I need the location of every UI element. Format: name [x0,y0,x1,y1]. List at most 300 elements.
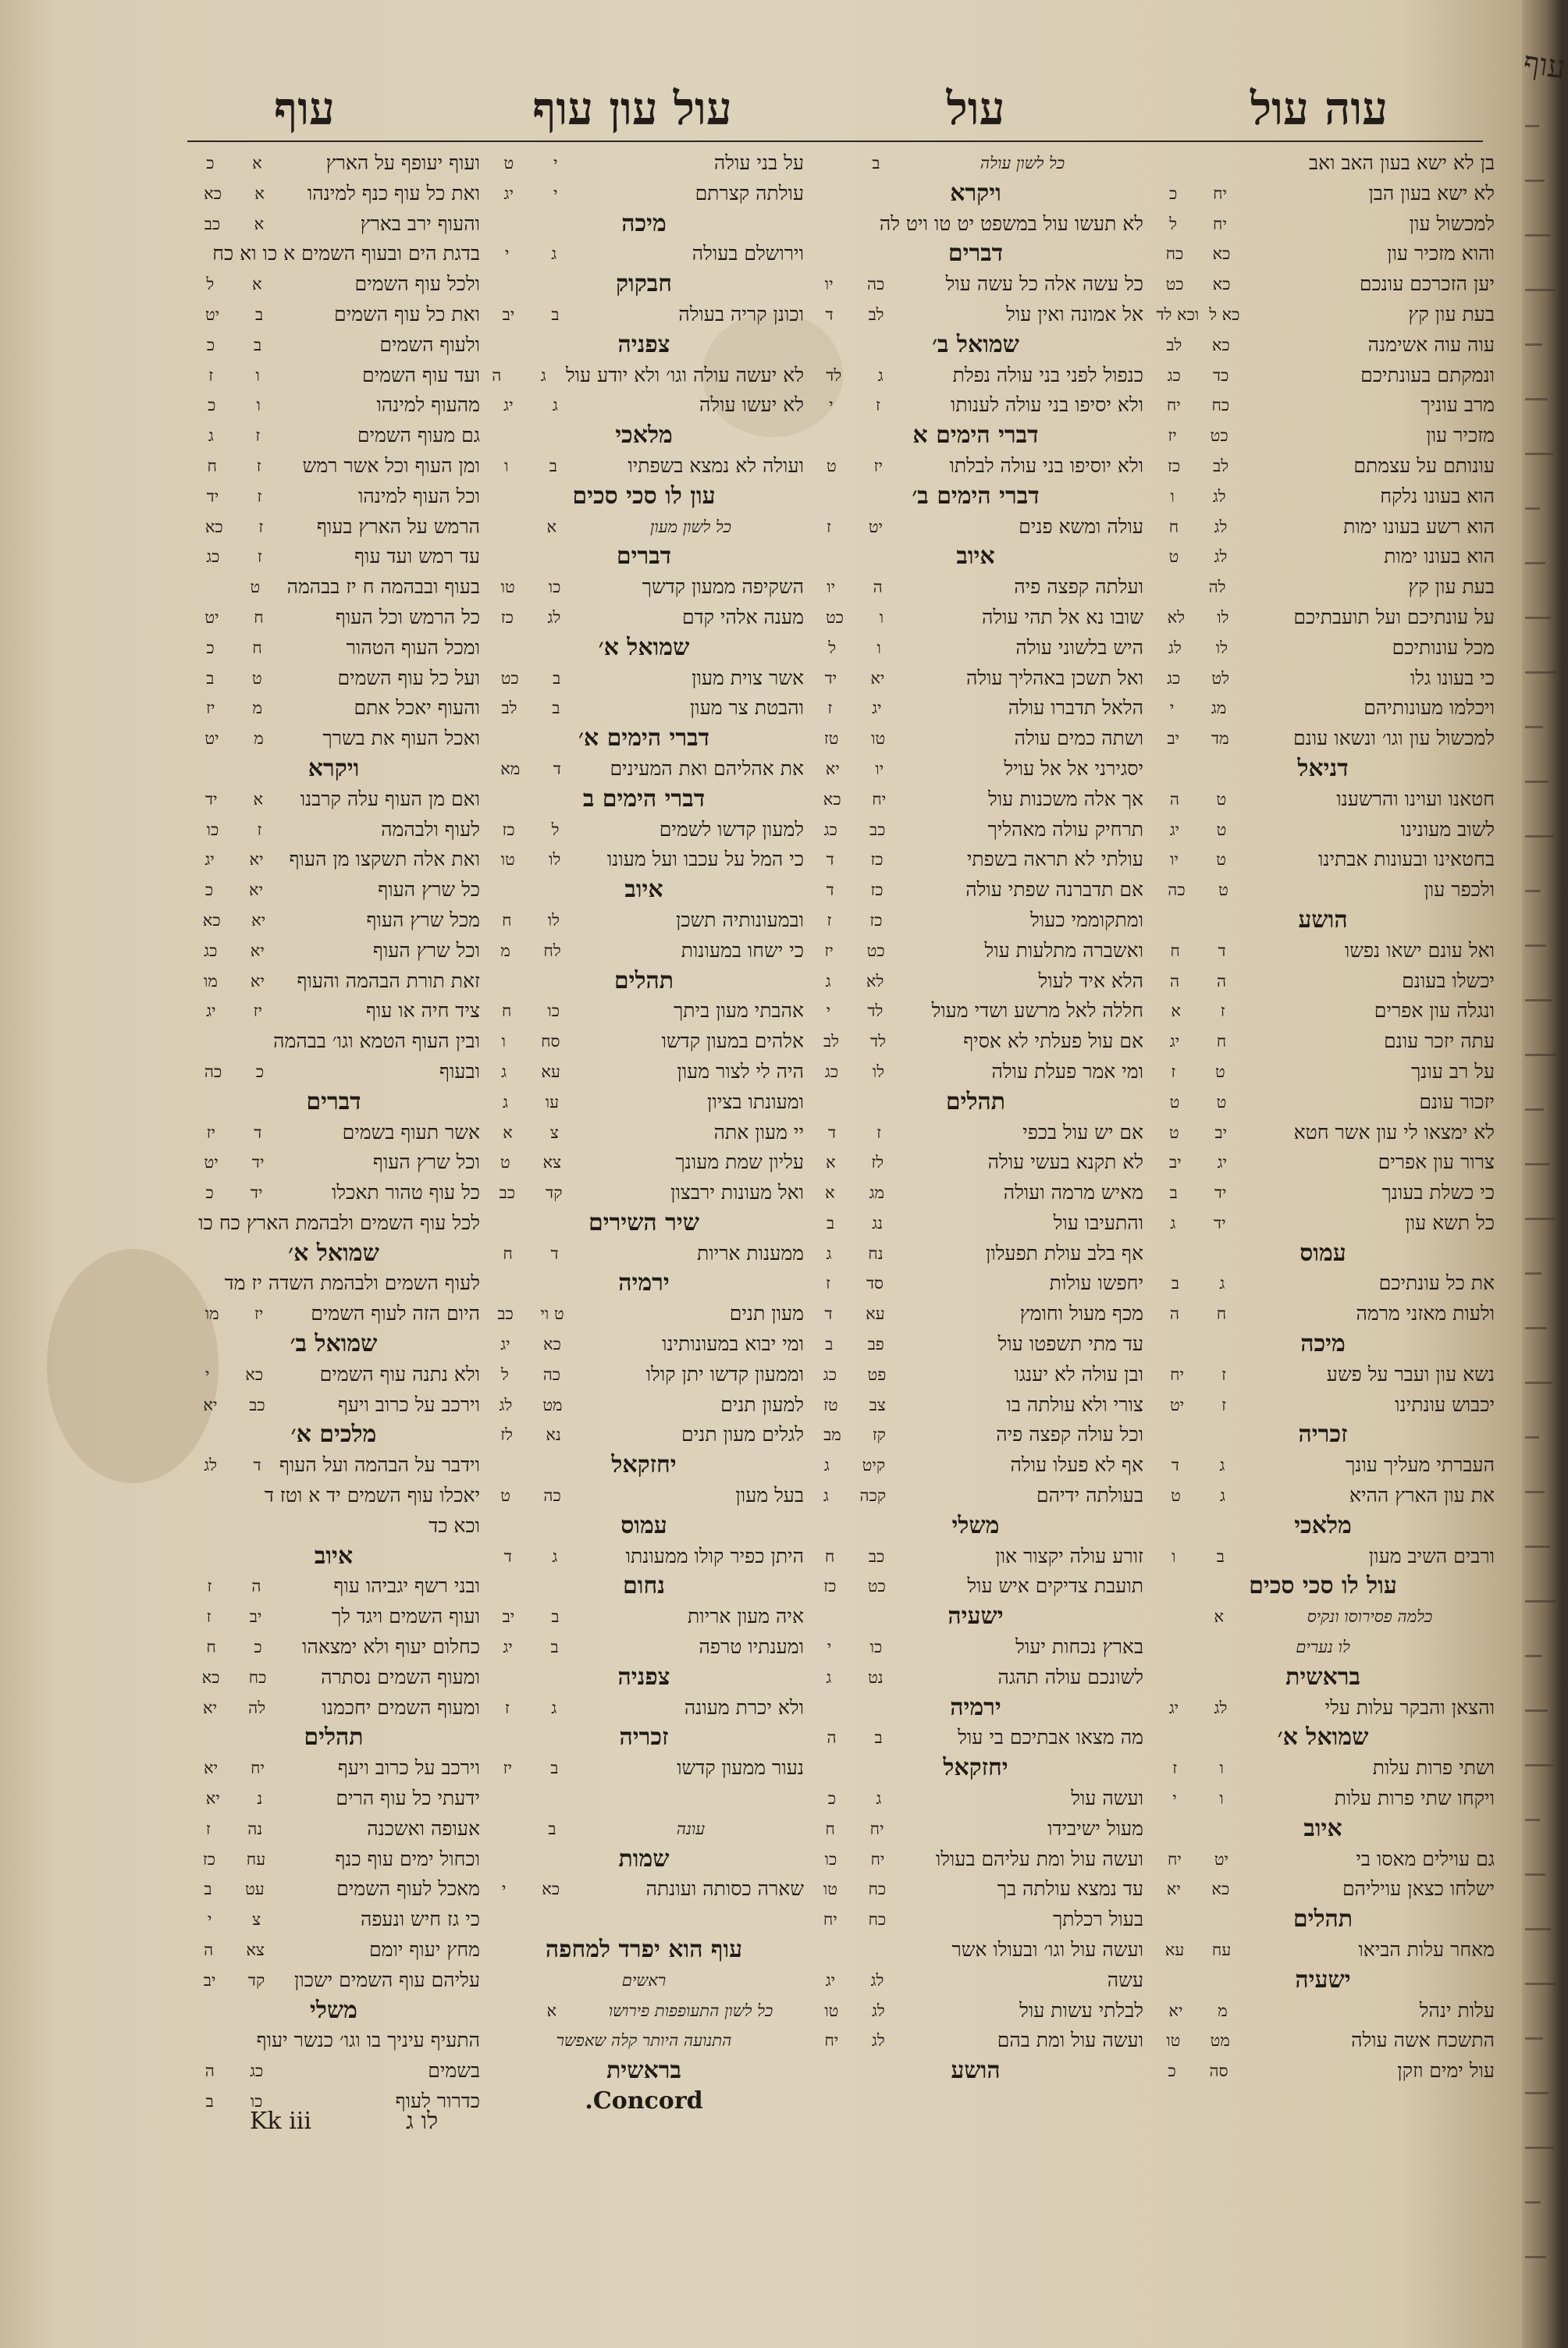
concordance-entry [808,784,1143,815]
entry-text: צפניה [617,330,670,358]
verse-reference [187,1299,281,1329]
entry-text: מזכיר עון [1426,424,1495,447]
chapter-number: לג [1214,517,1228,536]
verse-number: א [825,1183,835,1203]
concordance-entry [1151,1360,1495,1390]
concordance-entry [187,1299,480,1329]
entry-text: ועלתה קפצה פיה [1014,575,1143,599]
concordance-entry [484,451,804,482]
concordance-entry [808,875,1143,905]
verse-number: יא [1166,1880,1181,1899]
entry-text: ויקרא [308,754,360,782]
verse-number: א [1171,1001,1181,1021]
entry-text: עד רמש ועד עוף [354,545,480,568]
chapter-number: כו [250,2092,263,2111]
concordance-entry [1151,1390,1495,1421]
verse-reference [484,1087,578,1118]
verse-reference [484,1299,578,1329]
concordance-entry [808,1542,1143,1572]
concordance-entry [808,1390,1143,1421]
entry-text: ובעוף [439,1059,480,1083]
concordance-entry [1151,572,1495,603]
chapter-number: יא [250,971,265,991]
book-heading [187,1087,480,1118]
concordance-entry [187,1208,480,1239]
verse-reference [484,512,578,543]
chapter-number: כא [1212,275,1231,294]
verse-reference [484,1118,578,1148]
verse-reference [808,1542,901,1572]
verse-reference [484,1420,578,1450]
verse-number: יז [824,941,834,960]
concordance-entry [484,1905,804,1935]
chapter-number: לו [1217,607,1229,627]
entry-text: לעוף ולבהמה [381,817,480,841]
concordance-entry [1151,390,1495,421]
entry-text: מאיש מרמה ועולה [1003,1181,1143,1204]
edge-line [1525,1327,1547,1329]
verse-reference [1151,1087,1245,1118]
entry-text: בראשית [1285,1663,1360,1691]
verse-reference [187,724,281,754]
concordance-entry [1151,1450,1495,1481]
chapter-number: כב [869,820,886,839]
edge-line [1525,180,1545,182]
verse-reference [1151,1178,1245,1208]
entry-text: בעוף ובבהמה ח יז בבהמה [286,575,480,599]
verse-number: ז [1171,1062,1176,1081]
verse-reference [484,845,578,875]
verse-number: יג [503,1638,513,1657]
chapter-number: יא [870,668,885,688]
chapter-number: יא [249,850,264,870]
concordance-entry [187,1632,480,1663]
entry-text: בחטאינו ובעונות אבתינו [1317,848,1495,871]
entry-text: וכא כד [428,1514,480,1537]
entry-text: עשה [1107,1968,1143,1991]
edge-line [1525,562,1545,564]
entry-text: יאכלו עוף השמים יד א וטז ד [264,1484,480,1507]
chapter-number: כ [255,1062,265,1081]
entry-text: הוא בעונו נלקח [1380,484,1495,507]
verse-reference [808,148,901,179]
entry-text: אלהים במעון קדשו [661,1030,804,1053]
book-heading [484,482,804,512]
verse-number: לד [826,365,842,385]
concordance-entry [187,1966,480,1996]
verse-reference [187,663,281,694]
entry-text: עון לו סכי סכים [572,482,716,510]
verse-reference [808,390,901,421]
verse-number: יו [827,578,836,597]
entry-text: כי בעונו גלו [1410,666,1495,689]
concordance-entry [484,1784,804,1814]
verse-reference [808,451,901,482]
verse-number: יז [1168,426,1177,446]
verse-number: ט [1168,547,1179,567]
verse-reference [1151,1784,1245,1814]
concordance-entry [484,300,804,330]
concordance-entry [1151,1299,1495,1329]
chapter-number: לג [1214,1698,1228,1717]
verse-reference [808,1845,901,1875]
next-page-edge [1520,0,1568,2348]
edge-line [1525,1655,1542,1657]
chapter-number: לו [547,910,560,930]
chapter-number: כז [870,850,884,870]
book-heading [1151,1420,1495,1450]
verse-reference [187,603,281,633]
concordance-entry [484,996,804,1026]
verse-reference [484,300,578,330]
verse-number: ט [1169,1092,1180,1112]
concordance-entry [808,1874,1143,1905]
entry-text: צרור עון אפרים [1378,1151,1495,1174]
concordance-entry [1151,1935,1495,1966]
entry-text: דברים [306,1087,361,1115]
concordance-entry [1151,1542,1495,1572]
entry-text: איה מעון אריות [687,1605,804,1628]
chapter-number: נ [257,1789,263,1809]
entry-text: ישעיה [1295,1966,1351,1994]
verse-reference [484,1874,578,1905]
verse-number: וכא לד [1156,304,1200,324]
concordance-entry [187,1784,480,1814]
chapter-number: לג [871,2031,885,2051]
verse-number: כה [1168,880,1186,900]
concordance-entry [187,330,480,361]
chapter-number: כא ל [1209,304,1240,324]
concordance-entry [808,1239,1143,1269]
verse-number: י [501,1880,507,1899]
verse-number: יז [206,699,215,718]
entry-text: ולא יכרת מעונה [684,1695,804,1719]
entry-text: שמואל א׳ [1277,1724,1369,1752]
verse-number: יח [824,2031,839,2051]
entry-text: כל עשה אלה כל עשה עול [945,272,1143,296]
verse-number: ב [827,1213,835,1233]
concordance-entry [808,2026,1143,2056]
concordance-entry [484,179,804,209]
verse-number: ו [501,1032,506,1051]
verse-number: כ [204,880,214,900]
verse-reference [808,1874,901,1905]
book-heading [1151,1814,1495,1845]
concordance-entry [484,1420,804,1450]
verse-number: ח [825,1819,835,1838]
concordance-entry [187,1905,480,1935]
verse-reference [808,1390,901,1421]
entry-text: ואת אלה תשקצו מן העוף [289,848,480,871]
chapter-number: ג [551,1698,557,1717]
chapter-number: ו [255,365,260,385]
edge-line [1525,507,1540,510]
entry-text: מיכה [1300,1330,1346,1358]
verse-number: יו [1170,850,1179,870]
chapter-number: כו [547,1001,560,1021]
entry-text: היש בלשוני עולה [1015,635,1143,659]
verse-reference [808,784,901,815]
verse-number: י [829,396,834,415]
entry-text: ומכל העוף הטהור [346,635,480,659]
chapter-number: ז [257,547,262,567]
concordance-entry [187,1511,480,1542]
concordance-entry [1151,239,1495,269]
book-heading [187,1996,480,2026]
verse-number: ט [1168,1122,1179,1142]
book-heading [484,330,804,361]
entry-text: ואל עונם ישאו נפשו [1344,938,1495,962]
verse-reference [808,512,901,543]
entry-text: הוא רשע בעונו ימות [1343,514,1495,538]
verse-reference [187,996,281,1026]
verse-reference [484,179,578,209]
entry-text: כל עוף טהור תאכלו [332,1181,480,1204]
concordance-entry [484,1239,804,1269]
entry-text: עלות ינהל [1419,1998,1495,2022]
entry-text: בשמים [428,2059,480,2083]
chapter-number: ח [252,638,262,657]
book-heading [484,542,804,572]
concordance-column-1 [1151,148,1495,2154]
verse-reference [808,693,901,724]
chapter-number: לב [1213,456,1229,475]
verse-number: ל [828,638,837,657]
verse-number: כז [500,607,514,627]
verse-reference [484,693,578,724]
verse-number: יג [503,396,514,415]
verse-reference [484,1178,578,1208]
entry-text: שובו נא אל תהי עולה [982,605,1143,628]
concordance-entry [187,1178,480,1208]
concordance-entry [808,724,1143,754]
entry-text: ויקחו שתי פרות עלות [1334,1787,1495,1810]
verse-reference [484,1542,578,1572]
chapter-number: כט [867,1577,886,1596]
entry-text: לשונכם עולה תהגה [997,1665,1143,1688]
verse-number: כ [827,1789,836,1809]
verse-reference [484,1814,578,1845]
verse-number: ב [204,1880,212,1899]
entry-text: אם יש עול בכפי [1022,1120,1143,1144]
verse-number: יח [1167,1849,1182,1869]
concordance-entry [187,1147,480,1178]
concordance-entry [187,1360,480,1390]
verse-reference [484,390,578,421]
entry-text: זורע עולה יקצור און [995,1544,1143,1567]
verse-reference [484,451,578,482]
verse-number: כח [1165,244,1184,264]
verse-reference [187,269,281,300]
verse-reference [484,1239,578,1269]
concordance-entry [808,1784,1143,1814]
verse-number: ט [1171,1486,1181,1506]
entry-text: ועוף יעופף על הארץ [325,151,480,174]
entry-text: ועד עוף השמים [361,363,480,386]
edge-line [1525,1764,1553,1766]
chapter-number: ו [256,396,261,415]
chapter-number: כז [870,880,884,900]
concordance-entry [187,482,480,512]
concordance-entry [1151,1118,1495,1148]
chapter-number: לג [871,2001,885,2020]
concordance-entry [187,966,480,997]
verse-number: ה [204,2062,215,2081]
entry-text: הלא איד לעול [1038,969,1143,992]
entry-text: כי כשלת בעונך [1381,1181,1495,1204]
chapter-number: יט [868,517,884,536]
entry-text: אשר צוית מעון [692,666,804,689]
verse-number: לב [501,699,517,718]
chapter-number: לד [870,1032,886,1051]
verse-number: לא [1167,607,1186,627]
verse-number: ב [205,2092,214,2111]
edge-line [1525,726,1543,728]
book-heading [484,421,804,451]
entry-text: וכונן קריה בעולה [678,302,804,326]
verse-reference [187,1571,281,1602]
chapter-number: ט [1216,789,1227,809]
verse-number: ז [207,1577,212,1596]
verse-number: טז [823,729,839,749]
concordance-entry [1151,1481,1495,1511]
chapter-number: כה [542,1364,561,1384]
entry-text: ועולה לא נמצא בשפתיו [628,454,804,477]
concordance-entry [187,209,480,240]
entry-text: והוא מזכיר עון [1387,242,1495,265]
concordance-entry [187,875,480,905]
verse-number: ז [1172,1759,1178,1778]
entry-text: עד נמצא עולתה בך [997,1877,1143,1901]
chapter-number: לה [1208,578,1226,597]
entry-text: יחפשו עולות [1049,1272,1143,1295]
verse-number: י [204,1364,210,1384]
verse-number: ה [1169,789,1179,809]
edge-line [1525,1491,1545,1493]
chapter-number: כו [548,578,561,597]
chapter-number: לז [871,1153,884,1172]
concordance-entry [808,1057,1143,1087]
verse-reference [808,754,901,784]
concordance-entry [484,1087,804,1118]
entry-text: הושע [951,2057,1001,2085]
verse-number: ה [1169,1304,1179,1324]
entry-text: מכל שרץ העוף [366,908,480,931]
verse-reference [808,1057,901,1087]
verse-reference [1151,1057,1245,1087]
chapter-number: א [254,183,265,203]
verse-number: א [825,1153,836,1172]
chapter-number: כה [543,1486,561,1506]
entry-text: מהעוף למינהו [376,393,480,417]
verse-number: ח [1170,941,1180,960]
edge-line [1525,1928,1551,1930]
chapter-number: יז [254,1304,264,1324]
verse-number: י [1172,1789,1177,1809]
verse-reference [187,1814,281,1845]
verse-number: ג [823,1486,829,1506]
entry-text: נחום [623,1572,665,1600]
entry-text: ונמקתם בעונתיכם [1360,363,1495,386]
entry-text: מאחר עלות הביאו [1358,1938,1495,1962]
concordance-entry [1151,1996,1495,2026]
concordance-entry [808,1663,1143,1693]
entry-text: תרחיק עולה מאהליך [987,817,1143,841]
verse-reference [187,179,281,209]
book-heading [484,784,804,815]
entry-text: ממענות אריות [697,1241,804,1265]
concordance-entry [1151,784,1495,815]
verse-reference [187,905,281,936]
entry-text: ועשה עול ומת בהם [997,2029,1143,2052]
entry-text: יחזקאל [611,1451,677,1479]
book-heading [484,1571,804,1602]
chapter-number: ד [550,1243,559,1263]
entry-text: לכל עוף השמים ולבהמת הארץ כח כו [198,1211,480,1234]
book-heading [808,179,1143,209]
verse-number: ז [826,1274,830,1293]
chapter-number: כה [866,275,885,294]
verse-reference [484,905,578,936]
chapter-number: צ [549,1122,559,1142]
chapter-number: ז [255,426,261,446]
chapter-number: לו [872,1062,885,1081]
verse-number: מא [500,759,521,778]
chapter-number: קיט [862,1456,886,1475]
concordance-entry [484,693,804,724]
concordance-entry [808,1178,1143,1208]
concordance-entry [808,1723,1143,1753]
concordance-entry [808,815,1143,845]
concordance-entry [808,693,1143,724]
verse-reference [1151,361,1245,391]
edge-line [1525,1218,1555,1220]
verse-reference [484,663,578,694]
verse-reference [808,966,901,997]
concordance-entry [484,1299,804,1329]
concordance-entry [187,603,480,633]
verse-reference [1151,209,1245,240]
entry-text: לא ישא בעון הבן [1368,181,1495,205]
chapter-number: כ [254,1638,262,1657]
entry-text: כי ישחו במעונות [681,938,804,962]
verse-number: כג [1167,668,1181,688]
concordance-entry [1151,1632,1495,1663]
concordance-entry [187,663,480,694]
verse-number: י [207,1910,212,1930]
entry-text: אם עול פעלתי לא אסיף [963,1030,1143,1053]
verse-reference [808,996,901,1026]
verse-reference [808,1299,901,1329]
concordance-entry [187,2056,480,2087]
concordance-entry [187,724,480,754]
concordance-entry [187,1481,480,1511]
entry-text: מה מצאו אבתיכם בי עול [958,1726,1143,1749]
verse-reference [484,239,578,269]
chapter-number: ד [553,759,561,778]
verse-reference [1151,239,1245,269]
entry-text: למכשול עון וגו׳ ונשאו עונם [1293,727,1495,750]
verse-reference [808,2026,901,2056]
entry-text: יזכור עונם [1419,1090,1495,1113]
verse-number: כג [1167,365,1181,385]
verse-number: טו [500,578,515,597]
concordance-entry [1151,603,1495,633]
entry-text: איוב [956,543,995,571]
column-header-3: עול עון עוף [532,82,732,135]
edge-line [1525,1709,1548,1712]
entry-text: ושתה כמים עולה [1014,727,1143,750]
